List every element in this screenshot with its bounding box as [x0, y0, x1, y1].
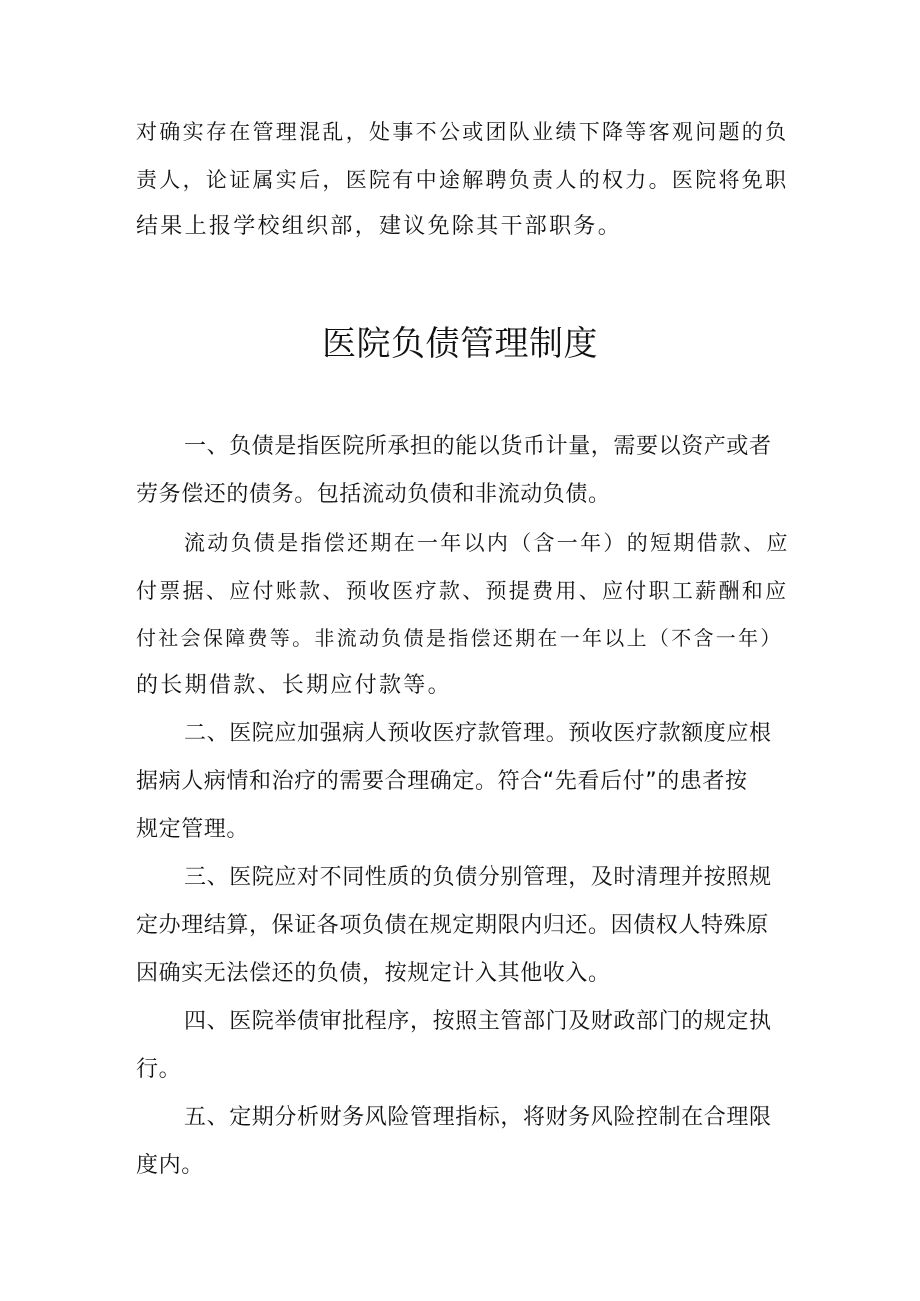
paragraph-line: 五、定期分析财务风险管理指标，将财务风险控制在合理限 [184, 1105, 772, 1130]
paragraph-line: 劳务偿还的债务。包括流动负债和非流动负债。 [136, 482, 611, 507]
paragraph-line: 因确实无法偿还的负债，按规定计入其他收入。 [136, 961, 611, 986]
paragraph-line: 四、医院举债审批程序，按照主管部门及财政部门的规定执 [184, 1009, 772, 1034]
continuation-line: 结果上报学校组织部，建议免除其干部职务。 [136, 214, 623, 239]
paragraph-line: 的长期借款、长期应付款等。 [136, 673, 452, 698]
paragraph-line: 行。 [136, 1057, 182, 1082]
paragraph-line: 一、负债是指医院所承担的能以货币计量，需要以资产或者 [184, 434, 772, 459]
document-title: 医院负债管理制度 [322, 324, 598, 364]
paragraph-line: 定办理结算，保证各项负债在规定期限内归还。因债权人特殊原 [136, 913, 769, 938]
paragraph-line: 流动负债是指偿还期在一年以内（含一年）的短期借款、应 [184, 531, 790, 555]
paragraph-line: 付票据、应付账款、预收医疗款、预提费用、应付职工薪酬和应 [136, 579, 789, 603]
continuation-line: 责人，论证属实后，医院有中途解聘负责人的权力。医院将免职 [136, 168, 789, 192]
continuation-line: 对确实存在管理混乱，处事不公或团队业绩下降等客观问题的负 [136, 120, 789, 144]
paragraph-line: 度内。 [136, 1153, 204, 1178]
paragraph-line: 二、医院应加强病人预收医疗款管理。预收医疗款额度应根 [184, 721, 772, 746]
paragraph-line: 付社会保障费等。非流动负债是指偿还期在一年以上（不含一年） [136, 626, 783, 650]
paragraph-line: 三、医院应对不同性质的负债分别管理，及时清理并按照规 [184, 865, 772, 890]
paragraph-line: 规定管理。 [136, 817, 250, 842]
paragraph-line: 据病人病情和治疗的需要合理确定。符合“先看后付”的患者按 [136, 769, 748, 794]
